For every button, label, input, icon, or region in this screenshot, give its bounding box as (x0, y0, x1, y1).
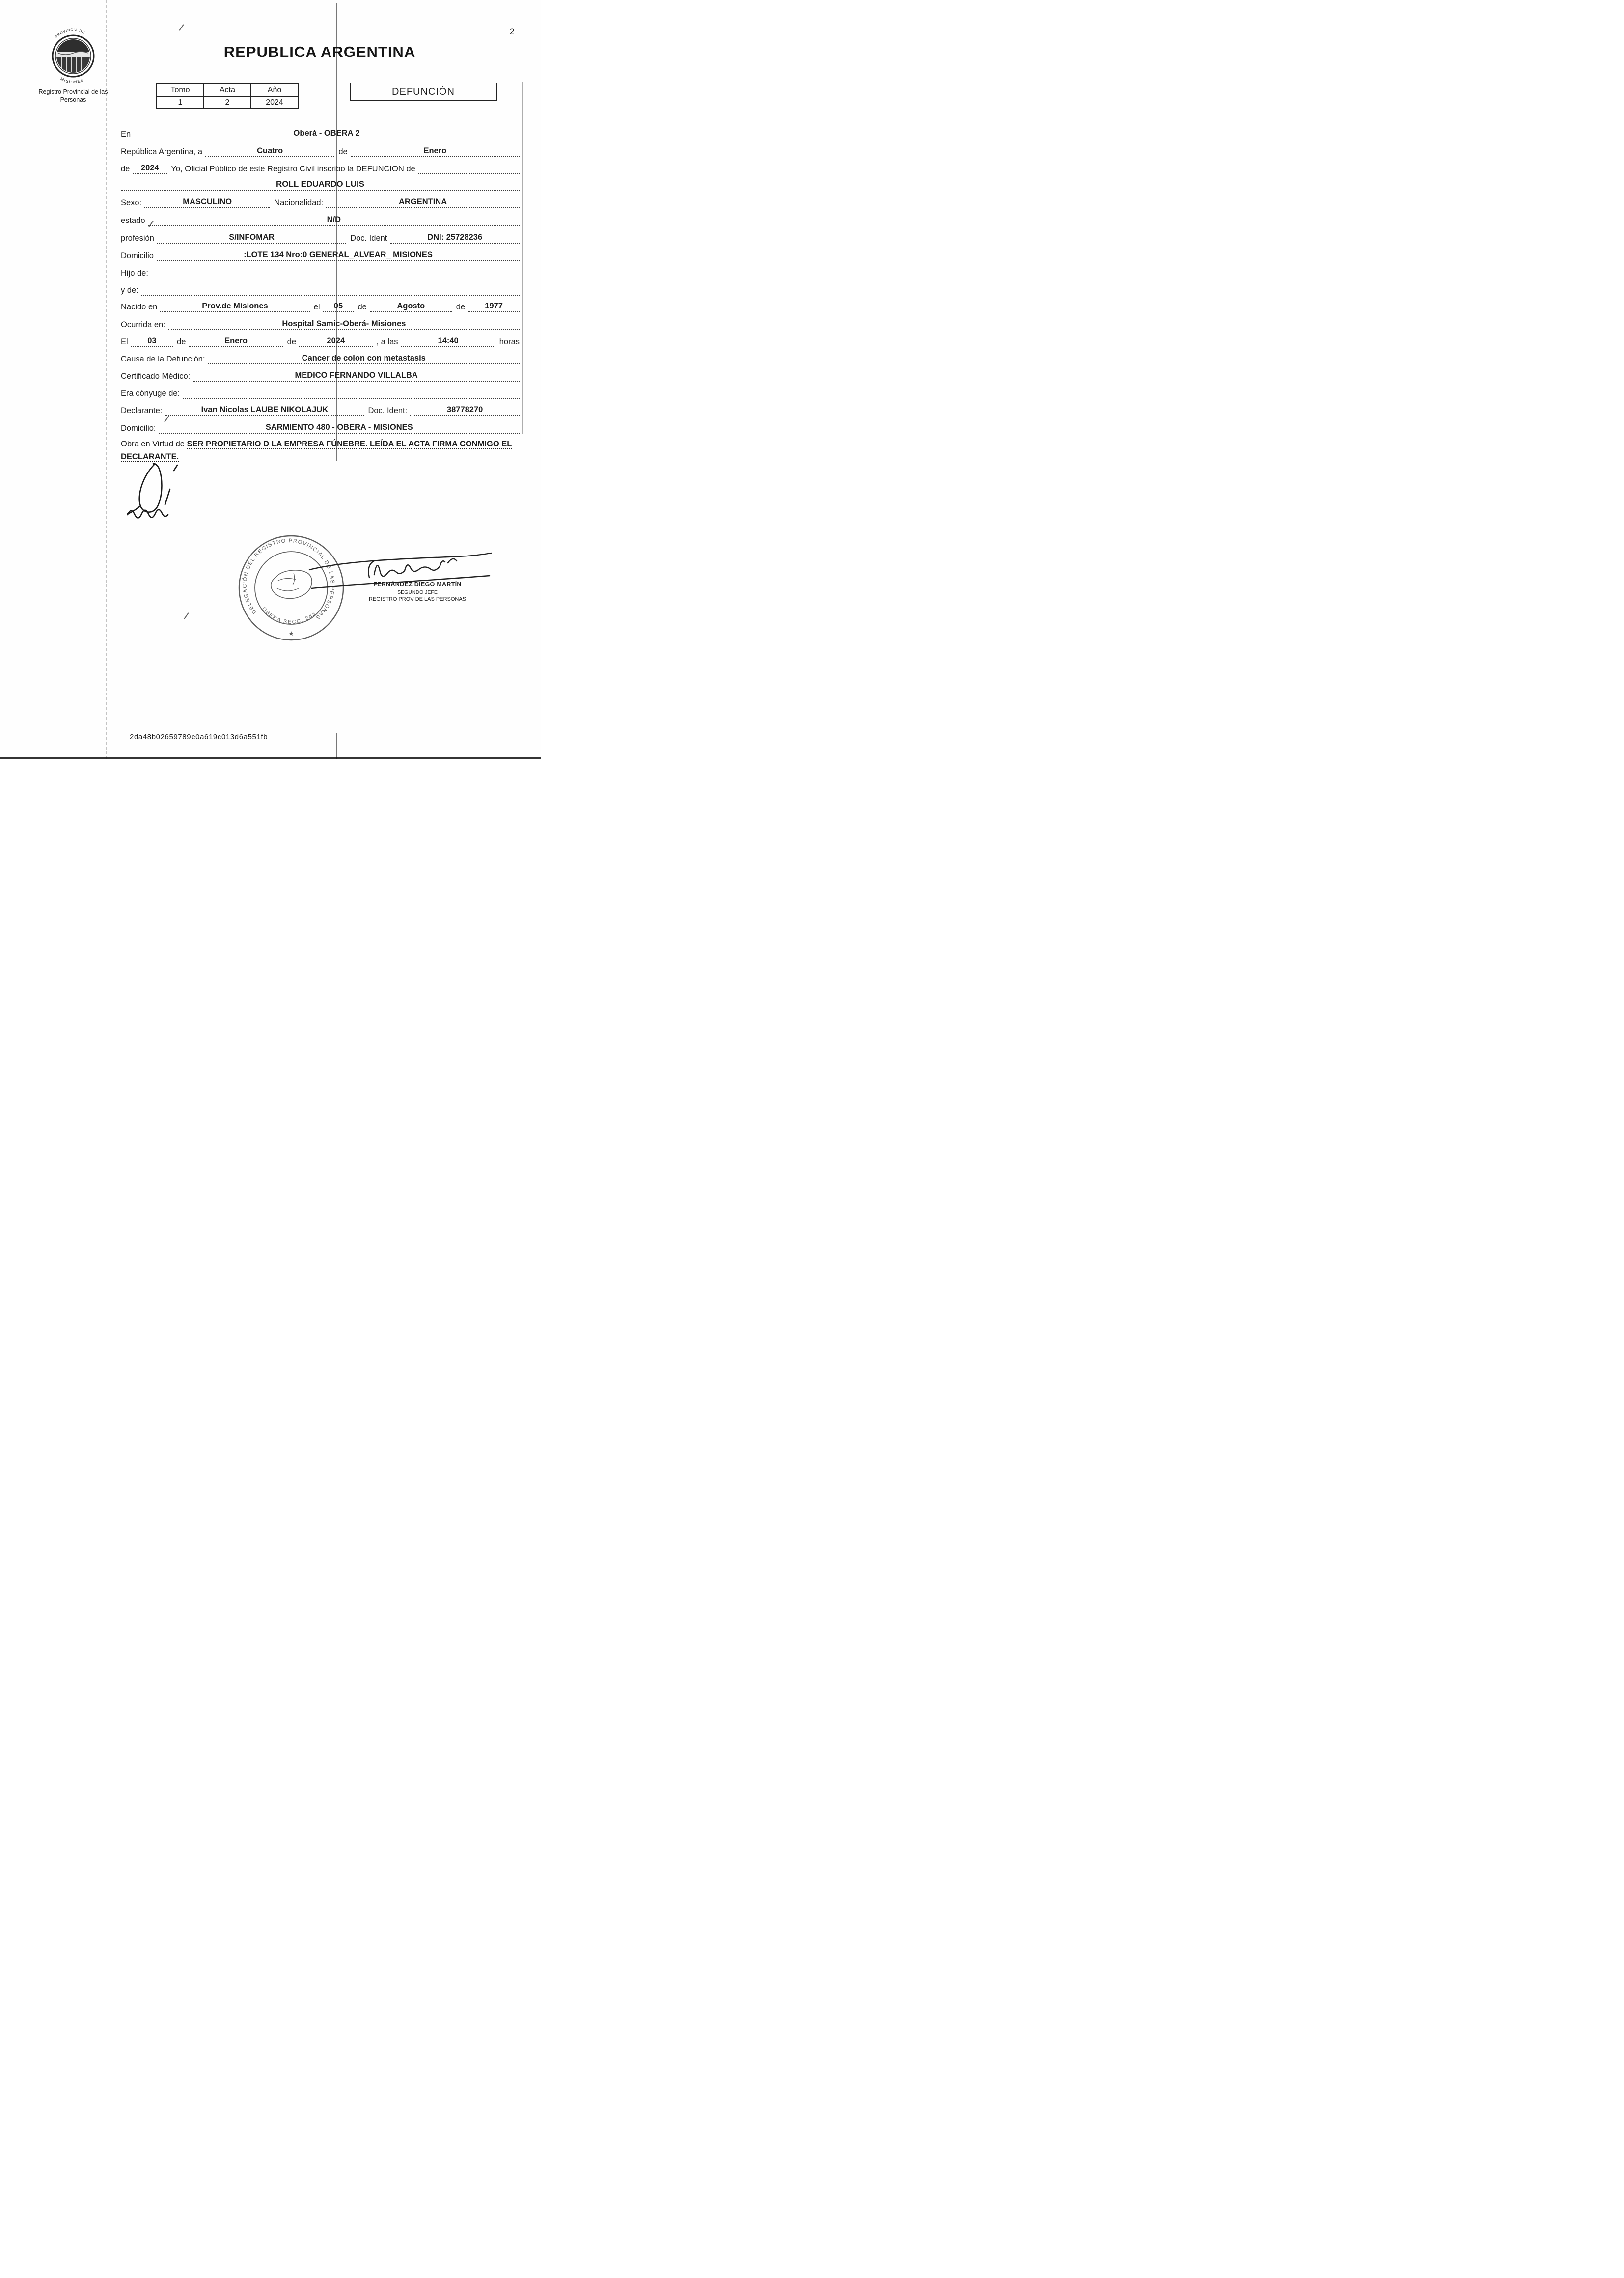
intro-text: Yo, Oficial Público de este Registro Civil inscribo la DEFUNCION de (171, 165, 415, 173)
page-number: 2 (510, 27, 515, 36)
official-signature (301, 539, 497, 603)
seal-star-icon: ★ (288, 630, 294, 637)
sex-value: MASCULINO (144, 197, 270, 208)
doc-value: DNI: 25728236 (390, 233, 520, 244)
connector-el: El (121, 337, 128, 346)
record-index-table (156, 83, 299, 109)
declarant-signature (124, 461, 193, 527)
death-time: 14:40 (401, 336, 495, 347)
label-horas: horas (499, 337, 520, 346)
seal-inner-text: OBERA SECC. 2da (260, 606, 318, 626)
birth-year: 1977 (468, 302, 520, 312)
field-domicile (121, 249, 520, 261)
field-profession-doc (121, 231, 520, 244)
deceased-name-value: ROLL EDUARDO LUIS (121, 179, 520, 191)
field-label: Causa de la Defunción: (121, 355, 205, 363)
field-label: Domicilio: (121, 424, 156, 433)
value-acta: 2 (204, 96, 251, 109)
connector-de: de (358, 303, 367, 311)
field-label: Declarante: (121, 406, 163, 415)
death-year: 2024 (299, 336, 372, 347)
field-label: Sexo: (121, 198, 142, 207)
pen-slash-mark (184, 612, 189, 619)
field-label: República Argentina, a (121, 147, 203, 156)
signer-name: FERNÁNDEZ DIEGO MARTÍN (373, 581, 462, 588)
closing-paragraph (121, 438, 520, 463)
connector-de: de (287, 337, 297, 346)
empty-fill (183, 397, 520, 399)
document-title: REPUBLICA ARGENTINA (223, 43, 416, 60)
closing-prefix: Obra en Virtud de (121, 440, 187, 448)
connector-de: de (456, 303, 466, 311)
birth-place: Prov.de Misiones (160, 302, 309, 312)
connector-de: de (121, 165, 130, 173)
seal-ring-text: DELEGACIÓN DEL REGISTRO PROVINCIAL DE LAS PERSONAS (242, 538, 335, 621)
field-label: Doc. Ident: (368, 406, 408, 415)
field-label: Doc. Ident (350, 234, 387, 243)
connector-de: de (177, 337, 186, 346)
nationality-value: ARGENTINA (326, 197, 520, 208)
declarant-value: Ivan Nicolas LAUBE NIKOLAJUK (165, 405, 364, 416)
death-month: Enero (189, 336, 283, 347)
crest-icon (42, 25, 104, 88)
field-declarant-domicile (121, 421, 520, 434)
header-tomo: Tomo (157, 84, 204, 96)
value-anio: 2024 (251, 96, 298, 109)
field-mother (121, 283, 520, 296)
field-registry-date (121, 144, 520, 157)
field-label: Ocurrida en: (121, 320, 165, 329)
signer-org: REGISTRO PROV DE LAS PERSONAS (368, 596, 467, 602)
field-day-word: Cuatro (205, 146, 334, 157)
field-deceased-name (121, 178, 520, 191)
field-registry-year-intro (121, 162, 520, 174)
scan-bottom-edge (0, 757, 541, 759)
field-label: Hijo de: (121, 269, 148, 278)
record-type-box: DEFUNCIÓN (350, 83, 497, 101)
crest-ribbon-top: PROVINCIA DE (55, 28, 85, 39)
profession-value: S/INFOMAR (157, 233, 346, 244)
provincial-crest-logo (42, 25, 104, 91)
empty-fill (418, 173, 520, 174)
connector-de: de (338, 147, 348, 156)
field-declarant (121, 403, 520, 416)
record-table-value-row (157, 96, 298, 109)
header-acta: Acta (204, 84, 251, 96)
birth-day: 05 (323, 302, 354, 312)
field-registry-place (121, 127, 520, 139)
declarant-doc-value: 38778270 (410, 405, 520, 416)
field-month: Enero (351, 146, 520, 157)
field-label: profesión (121, 234, 154, 243)
field-father (121, 266, 520, 278)
certificate-value: MEDICO FERNANDO VILLALBA (193, 371, 520, 382)
field-label: Nacido en (121, 303, 158, 311)
cause-value: Cancer de colon con metastasis (208, 354, 520, 364)
field-medical-certificate (121, 369, 520, 382)
field-label: Era cónyuge de: (121, 389, 180, 398)
field-sex-nationality (121, 195, 520, 208)
field-label: y de: (121, 286, 138, 295)
scan-right-margin-line (522, 82, 523, 434)
death-place-value: Hospital Samic-Oberá- Misiones (168, 319, 520, 330)
connector-el: el (313, 303, 320, 311)
empty-fill (141, 294, 520, 296)
death-day: 03 (131, 336, 173, 347)
field-label: En (121, 130, 131, 139)
value-tomo: 1 (157, 96, 204, 109)
field-label: Nacionalidad: (274, 198, 324, 207)
connector-a-las: , a las (376, 337, 398, 346)
field-value: Oberá - OBERA 2 (134, 129, 520, 139)
field-spouse (121, 386, 520, 399)
closing-text: SER PROPIETARIO D LA EMPRESA FÚNEBRE. LEÍDA EL ACTA FIRMA CONMIGO EL DECLARANTE. (121, 440, 512, 461)
field-label: Domicilio (121, 251, 154, 260)
field-estado (121, 213, 520, 226)
logo-caption: Registro Provincial de las Personas (38, 88, 108, 103)
domicile-value: :LOTE 134 Nro:0 GENERAL_ALVEAR_ MISIONES (157, 250, 520, 261)
empty-fill (151, 277, 520, 278)
declarant-domicile-value: SARMIENTO 480 - OBERA - MISIONES (159, 423, 520, 434)
estado-value: N/D (148, 215, 520, 226)
field-year: 2024 (133, 164, 167, 174)
signer-title: SEGUNDO JEFE (397, 589, 438, 595)
field-birth (121, 300, 520, 312)
field-label: estado (121, 216, 145, 225)
field-label: Certificado Médico: (121, 372, 191, 381)
scan-fold-dashed-line (106, 0, 107, 759)
record-table-header-row (157, 84, 298, 96)
field-death-place (121, 317, 520, 330)
scan-center-fold-line-bottom (336, 733, 337, 759)
document-hash-code: 2da48b02659789e0a619c013d6a551fb (130, 733, 268, 741)
svg-text:MISIONES (60, 76, 85, 84)
crest-ribbon-bottom: MISIONES (59, 76, 85, 84)
death-certificate-page (0, 0, 541, 759)
pen-slash-mark (179, 24, 184, 30)
field-death-date (121, 334, 520, 347)
svg-text:OBERA SECC. 2da (261, 606, 318, 625)
header-anio: Año (251, 84, 298, 96)
field-cause (121, 352, 520, 364)
birth-month: Agosto (370, 302, 452, 312)
